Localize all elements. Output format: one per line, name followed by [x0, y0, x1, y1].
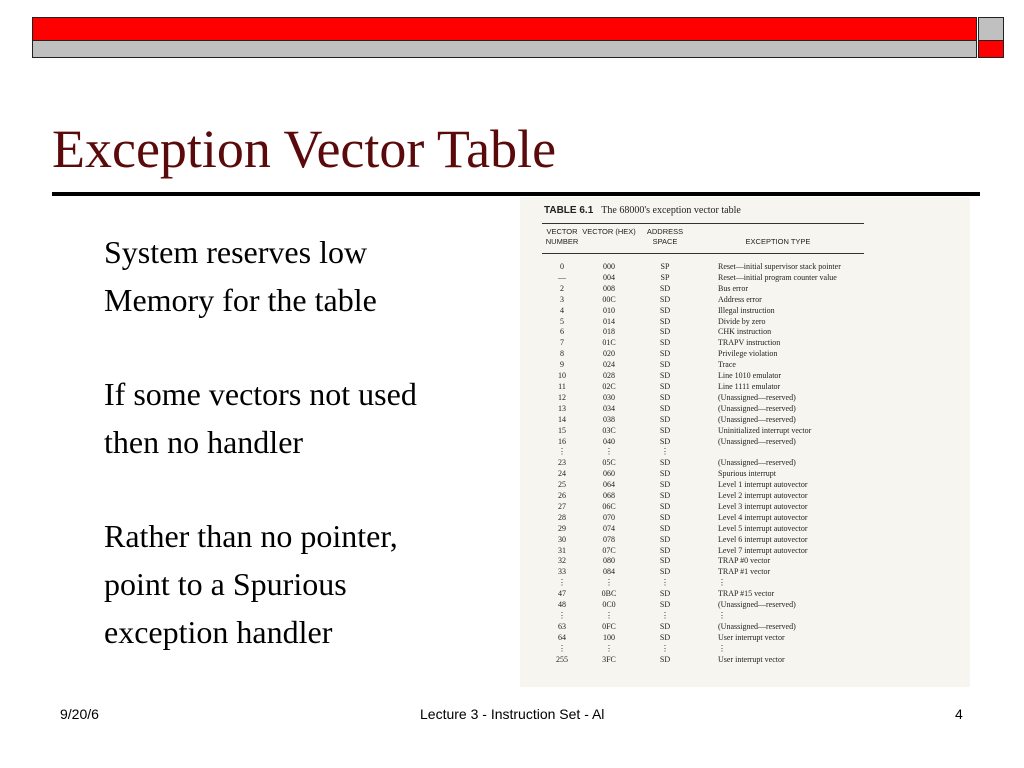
- cell-vector-number: 32: [558, 556, 566, 566]
- cell-vector-hex: 080: [603, 556, 615, 566]
- cell-exception-type: ⋮: [718, 643, 726, 653]
- cell-exception-type: Divide by zero: [718, 316, 766, 326]
- cell-exception-type: Level 6 interrupt autovector: [718, 534, 808, 544]
- cell-address-space: SD: [659, 327, 671, 337]
- footer-date: 9/20/6: [60, 706, 99, 722]
- cell-exception-type: TRAPV instruction: [718, 338, 781, 348]
- cell-vector-number: 48: [558, 600, 566, 610]
- cell-vector-hex: ⋮: [605, 447, 613, 457]
- cell-address-space: SD: [659, 600, 671, 610]
- cell-vector-number: 23: [558, 458, 566, 468]
- table-row: [542, 644, 888, 655]
- cell-vector-number: 15: [558, 425, 566, 435]
- header-exception-type: EXCEPTION TYPE: [745, 237, 811, 246]
- header-vector-number: VECTOR NUMBER: [545, 227, 579, 246]
- cell-vector-number: ⋮: [558, 643, 566, 653]
- cell-exception-type: Line 1010 emulator: [718, 371, 782, 381]
- cell-vector-number: 63: [558, 621, 566, 631]
- cell-exception-type: ⋮: [718, 611, 726, 620]
- cell-exception-type: ⋮: [718, 578, 726, 588]
- cell-vector-hex: ⋮: [605, 578, 613, 588]
- header-address-space: ADDRESS SPACE: [646, 227, 684, 246]
- cell-vector-hex: 0C0: [602, 600, 616, 610]
- cell-vector-number: 7: [560, 338, 564, 348]
- table-row: [542, 502, 888, 513]
- cell-exception-type: Level 5 interrupt autovector: [718, 523, 808, 533]
- cell-exception-type: Address error: [718, 294, 762, 304]
- cell-address-space: SD: [659, 381, 671, 391]
- table-row: [542, 262, 888, 273]
- cell-vector-number: 28: [558, 512, 566, 522]
- header-bar-gray: [32, 41, 977, 58]
- cell-vector-number: 8: [560, 349, 564, 359]
- cell-vector-hex: 100: [603, 632, 615, 642]
- cell-vector-hex: 06C: [602, 501, 616, 511]
- header-corner-red: [978, 41, 1004, 58]
- cell-vector-number: 14: [558, 414, 566, 424]
- cell-exception-type: Bus error: [718, 283, 748, 293]
- table-row: [542, 360, 888, 371]
- bullet-3: Rather than no pointer, point to a Spurious exception handler: [104, 518, 398, 650]
- cell-vector-number: 13: [558, 403, 566, 413]
- cell-vector-hex: 01C: [602, 338, 616, 348]
- table-row: [542, 600, 888, 611]
- cell-exception-type: Level 7 interrupt autovector: [718, 545, 808, 555]
- table-row: [542, 524, 888, 535]
- cell-vector-hex: 034: [603, 403, 615, 413]
- title-underline: [52, 192, 980, 196]
- cell-vector-number: 3: [560, 294, 564, 304]
- cell-exception-type: Level 3 interrupt autovector: [718, 501, 808, 511]
- table-row: [542, 589, 888, 600]
- table-row: [542, 513, 888, 524]
- cell-address-space: ⋮: [661, 578, 669, 588]
- cell-vector-hex: 000: [603, 262, 615, 271]
- cell-address-space: SD: [659, 480, 671, 490]
- cell-vector-number: ⋮: [558, 611, 566, 620]
- cell-vector-number: 26: [558, 491, 566, 501]
- cell-address-space: SD: [659, 436, 671, 446]
- cell-exception-type: (Unassigned—reserved): [718, 403, 796, 413]
- cell-vector-hex: 010: [603, 305, 615, 315]
- table-row: [542, 284, 888, 295]
- table-row: [542, 480, 888, 491]
- table-row: [542, 404, 888, 415]
- cell-address-space: SD: [659, 654, 671, 664]
- cell-exception-type: Level 2 interrupt autovector: [718, 491, 808, 501]
- cell-address-space: SD: [659, 534, 671, 544]
- cell-vector-number: 16: [558, 436, 566, 446]
- table-header-rule: [542, 253, 864, 254]
- cell-exception-type: (Unassigned—reserved): [718, 436, 796, 446]
- table-row: [542, 622, 888, 633]
- cell-exception-type: Uninitialized interrupt vector: [718, 425, 812, 435]
- table-row: [542, 546, 888, 557]
- cell-vector-number: 25: [558, 480, 566, 490]
- cell-address-space: SD: [659, 589, 671, 599]
- bullet-2: If some vectors not used then no handler: [104, 376, 417, 460]
- cell-vector-hex: 024: [603, 360, 615, 370]
- cell-vector-hex: 07C: [602, 545, 616, 555]
- cell-exception-type: TRAP #0 vector: [718, 556, 771, 566]
- cell-vector-hex: 070: [603, 512, 615, 522]
- cell-vector-number: 9: [560, 360, 564, 370]
- cell-address-space: SD: [659, 469, 671, 479]
- cell-address-space: SD: [659, 523, 671, 533]
- cell-exception-type: (Unassigned—reserved): [718, 392, 796, 402]
- cell-exception-type: (Unassigned—reserved): [718, 414, 796, 424]
- table-caption-text: The 68000's exception vector table: [601, 205, 741, 216]
- cell-address-space: SD: [659, 556, 671, 566]
- cell-vector-hex: 028: [603, 371, 615, 381]
- table-row: [542, 295, 888, 306]
- cell-exception-type: (Unassigned—reserved): [718, 621, 796, 631]
- header-bar-red: [32, 17, 977, 41]
- cell-vector-number: 27: [558, 501, 566, 511]
- cell-vector-hex: 00C: [602, 294, 616, 304]
- table-row: [542, 317, 888, 328]
- header-vector-hex: VECTOR (HEX): [582, 227, 636, 236]
- cell-vector-hex: 038: [603, 414, 615, 424]
- table-row: [542, 458, 888, 469]
- cell-vector-hex: 060: [603, 469, 615, 479]
- cell-address-space: SD: [659, 403, 671, 413]
- cell-address-space: SD: [659, 349, 671, 359]
- cell-address-space: SD: [659, 338, 671, 348]
- table-row: [542, 273, 888, 284]
- cell-exception-type: Privilege violation: [718, 349, 778, 359]
- vector-table: [542, 262, 888, 666]
- bullet-1: System reserves low Memory for the table: [104, 234, 377, 318]
- cell-exception-type: Level 1 interrupt autovector: [718, 480, 808, 490]
- cell-vector-number: 12: [558, 392, 566, 402]
- cell-exception-type: Level 4 interrupt autovector: [718, 512, 808, 522]
- cell-address-space: SD: [659, 632, 671, 642]
- cell-vector-number: 31: [558, 545, 566, 555]
- cell-address-space: SD: [659, 316, 671, 326]
- cell-vector-number: 255: [556, 654, 568, 664]
- cell-vector-number: 4: [560, 305, 564, 315]
- cell-vector-number: ⋮: [558, 447, 566, 457]
- table-row: [542, 437, 888, 448]
- cell-address-space: SD: [659, 621, 671, 631]
- cell-address-space: SD: [659, 491, 671, 501]
- cell-address-space: SD: [659, 371, 671, 381]
- cell-vector-hex: 084: [603, 567, 615, 577]
- cell-vector-hex: 078: [603, 534, 615, 544]
- table-caption: [544, 205, 741, 216]
- cell-vector-hex: 064: [603, 480, 615, 490]
- table-row: [542, 371, 888, 382]
- cell-vector-number: 11: [558, 381, 566, 391]
- cell-address-space: SD: [659, 283, 671, 293]
- cell-vector-number: 10: [558, 371, 566, 381]
- cell-exception-type: [694, 447, 888, 458]
- table-row: [542, 655, 888, 666]
- table-row: [542, 535, 888, 546]
- cell-vector-hex: 068: [603, 491, 615, 501]
- cell-exception-type: CHK instruction: [718, 327, 772, 337]
- cell-vector-hex: 03C: [602, 425, 616, 435]
- cell-vector-hex: 014: [603, 316, 615, 326]
- table-row: [542, 567, 888, 578]
- cell-exception-type: User interrupt vector: [718, 654, 785, 664]
- table-top-rule: [542, 223, 864, 224]
- cell-address-space: SD: [659, 512, 671, 522]
- table-row: [542, 469, 888, 480]
- slide-title: Exception Vector Table: [52, 119, 557, 179]
- cell-vector-hex: 02C: [602, 381, 616, 391]
- cell-vector-hex: 018: [603, 327, 615, 337]
- cell-address-space: SD: [659, 458, 671, 468]
- cell-vector-number: 5: [560, 316, 564, 326]
- cell-vector-number: 6: [560, 327, 564, 337]
- cell-vector-hex: 074: [603, 523, 615, 533]
- cell-vector-number: 64: [558, 632, 566, 642]
- cell-vector-hex: 040: [603, 436, 615, 446]
- cell-exception-type: Trace: [718, 360, 736, 370]
- cell-vector-hex: 05C: [602, 458, 616, 468]
- cell-vector-hex: 0BC: [601, 589, 617, 599]
- cell-vector-number: 30: [558, 534, 566, 544]
- cell-vector-number: 24: [558, 469, 566, 479]
- cell-exception-type: TRAP #1 vector: [718, 567, 771, 577]
- table-row: [542, 382, 888, 393]
- cell-vector-hex: ⋮: [605, 643, 613, 653]
- cell-address-space: SD: [659, 545, 671, 555]
- cell-address-space: SD: [659, 305, 671, 315]
- cell-vector-hex: 030: [603, 392, 615, 402]
- cell-vector-number: ⋮: [558, 578, 566, 588]
- footer-lecture-title: Lecture 3 - Instruction Set - Al: [420, 706, 605, 722]
- cell-exception-type: (Unassigned—reserved): [718, 600, 796, 610]
- table-row: [542, 556, 888, 567]
- cell-exception-type: Reset—initial program counter value: [718, 272, 837, 282]
- table-row: [542, 633, 888, 644]
- cell-exception-type: Line 1111 emulator: [718, 381, 781, 391]
- cell-vector-number: 0: [560, 262, 564, 271]
- cell-vector-hex: 020: [603, 349, 615, 359]
- cell-address-space: SD: [659, 501, 671, 511]
- bullet-list: [104, 228, 464, 656]
- cell-vector-number: 2: [560, 283, 564, 293]
- table-row: [542, 338, 888, 349]
- cell-vector-hex: 0FC: [602, 621, 616, 631]
- cell-address-space: SD: [659, 294, 671, 304]
- cell-exception-type: Reset—initial supervisor stack pointer: [718, 262, 841, 271]
- cell-address-space: SD: [659, 567, 671, 577]
- cell-vector-number: —: [558, 272, 566, 282]
- cell-vector-hex: 008: [603, 283, 615, 293]
- table-row: [542, 415, 888, 426]
- cell-exception-type: TRAP #15 vector: [718, 589, 775, 599]
- table-row: [542, 578, 888, 589]
- cell-address-space: SP: [660, 272, 670, 282]
- table-row: [542, 491, 888, 502]
- exception-vector-table-image: [520, 197, 970, 687]
- table-row: [542, 447, 888, 458]
- cell-exception-type: Illegal instruction: [718, 305, 775, 315]
- cell-address-space: SD: [659, 392, 671, 402]
- table-row: [542, 327, 888, 338]
- footer-page-number: 4: [955, 706, 963, 722]
- cell-vector-number: 29: [558, 523, 566, 533]
- cell-address-space: ⋮: [661, 611, 669, 620]
- cell-address-space: SD: [659, 425, 671, 435]
- cell-address-space: SD: [659, 414, 671, 424]
- cell-vector-number: 47: [558, 589, 566, 599]
- cell-exception-type: (Unassigned—reserved): [718, 458, 796, 468]
- cell-address-space: SD: [659, 360, 671, 370]
- table-row: [542, 426, 888, 437]
- cell-exception-type: User interrupt vector: [718, 632, 785, 642]
- cell-vector-hex: 004: [603, 272, 615, 282]
- cell-exception-type: Spurious interrupt: [718, 469, 776, 479]
- table-row: [542, 306, 888, 317]
- table-row: [542, 349, 888, 360]
- cell-vector-hex: 3FC: [602, 654, 616, 664]
- table-label: TABLE 6.1: [544, 205, 594, 216]
- cell-vector-hex: ⋮: [605, 611, 613, 620]
- cell-vector-number: 33: [558, 567, 566, 577]
- cell-address-space: ⋮: [661, 643, 669, 653]
- header-corner-gray: [978, 17, 1004, 41]
- cell-address-space: SP: [660, 262, 670, 271]
- table-row: [542, 393, 888, 404]
- table-row: [542, 611, 888, 622]
- cell-address-space: ⋮: [661, 447, 669, 457]
